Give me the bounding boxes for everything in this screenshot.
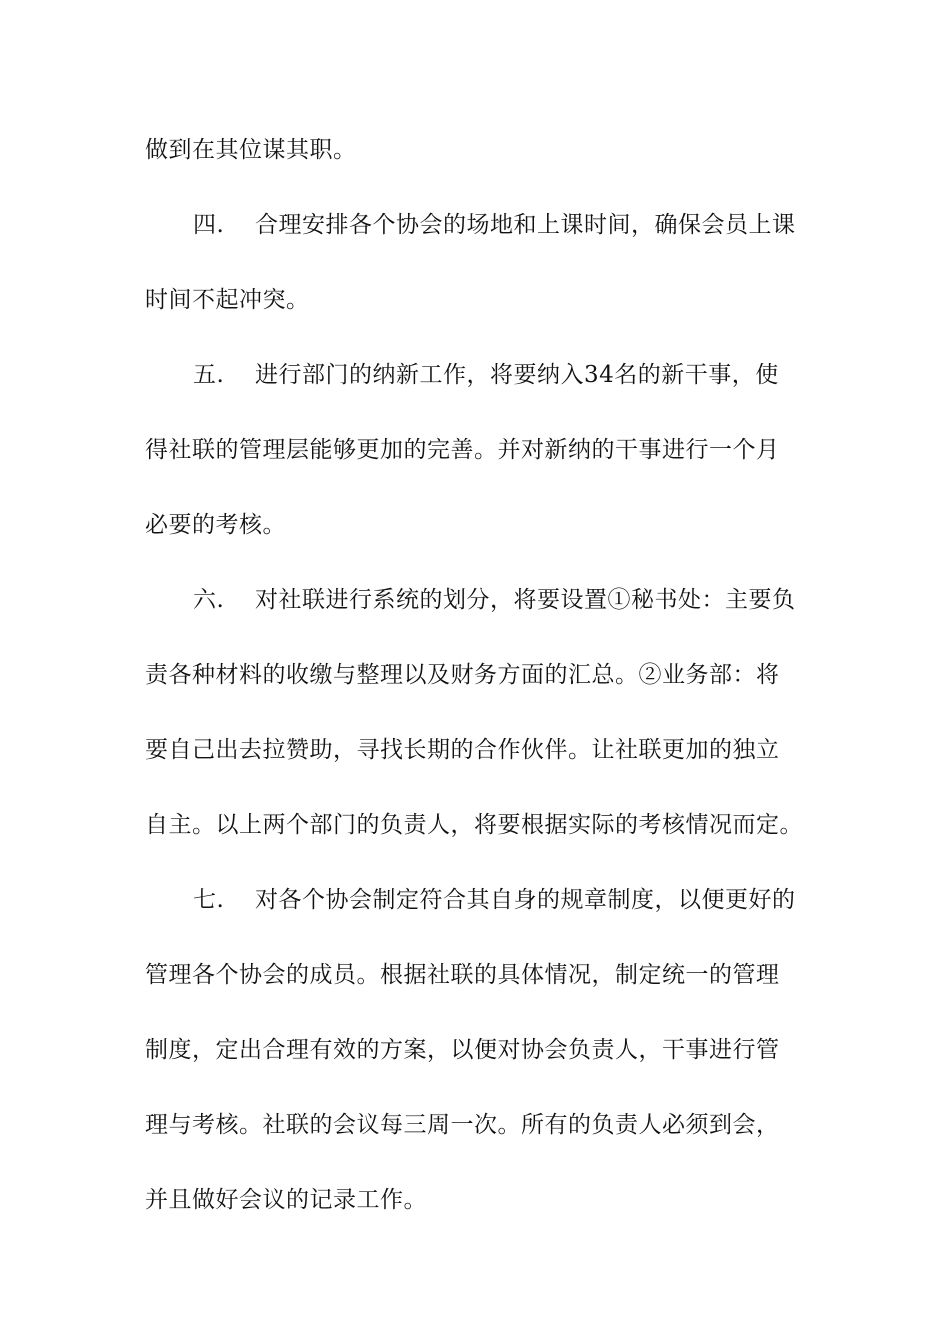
line-text: 做到在其位谋其职。 (145, 137, 357, 163)
line-text: 管理各个协会的成员。根据社联的具体情况，制定统一的管理 (145, 962, 780, 988)
line-text: 责各种材料的收缴与整理以及财务方面的汇总。②业务部：将 (145, 662, 780, 688)
line-text: 进行部门的纳新工作，将要纳入34名的新干事，使 (255, 362, 779, 388)
item-six-first-line (193, 585, 858, 615)
line-text: 对社联进行系统的划分，将要设置①秘书处：主要负 (255, 587, 796, 613)
item-number-four: 四. (193, 212, 225, 238)
line-text: 合理安排各个协会的场地和上课时间，确保会员上课 (255, 212, 796, 238)
item-number-seven: 七. (193, 887, 225, 913)
paragraph-line (145, 735, 810, 765)
paragraph-line (145, 1110, 810, 1140)
line-text: 时间不起冲突。 (145, 287, 310, 313)
paragraph-line (145, 1035, 810, 1065)
line-text: 自主。以上两个部门的负责人，将要根据实际的考核情况而定。 (145, 812, 803, 838)
line-text: 理与考核。社联的会议每三周一次。所有的负责人必须到会， (145, 1112, 780, 1138)
line-text: 得社联的管理层能够更加的完善。并对新纳的干事进行一个月 (145, 437, 780, 463)
item-number-five: 五. (193, 362, 225, 388)
line-text: 对各个协会制定符合其自身的规章制度，以便更好的 (255, 887, 796, 913)
line-text: 制度，定出合理有效的方案，以便对协会负责人，干事进行管 (145, 1037, 780, 1063)
paragraph-line (145, 435, 810, 465)
line-text: 要自己出去拉赞助，寻找长期的合作伙伴。让社联更加的独立 (145, 737, 780, 763)
item-four-first-line (193, 210, 858, 240)
paragraph-line (145, 660, 810, 690)
item-number-six: 六. (193, 587, 225, 613)
line-text: 必要的考核。 (145, 512, 286, 538)
item-seven-first-line (193, 885, 858, 915)
line-text: 并且做好会议的记录工作。 (145, 1187, 427, 1213)
paragraph-line (145, 960, 810, 990)
paragraph-line (145, 510, 810, 540)
paragraph-line (145, 810, 810, 840)
paragraph-line (145, 1185, 810, 1215)
item-five-first-line (193, 360, 858, 390)
paragraph-line (145, 135, 810, 165)
paragraph-line (145, 285, 810, 315)
